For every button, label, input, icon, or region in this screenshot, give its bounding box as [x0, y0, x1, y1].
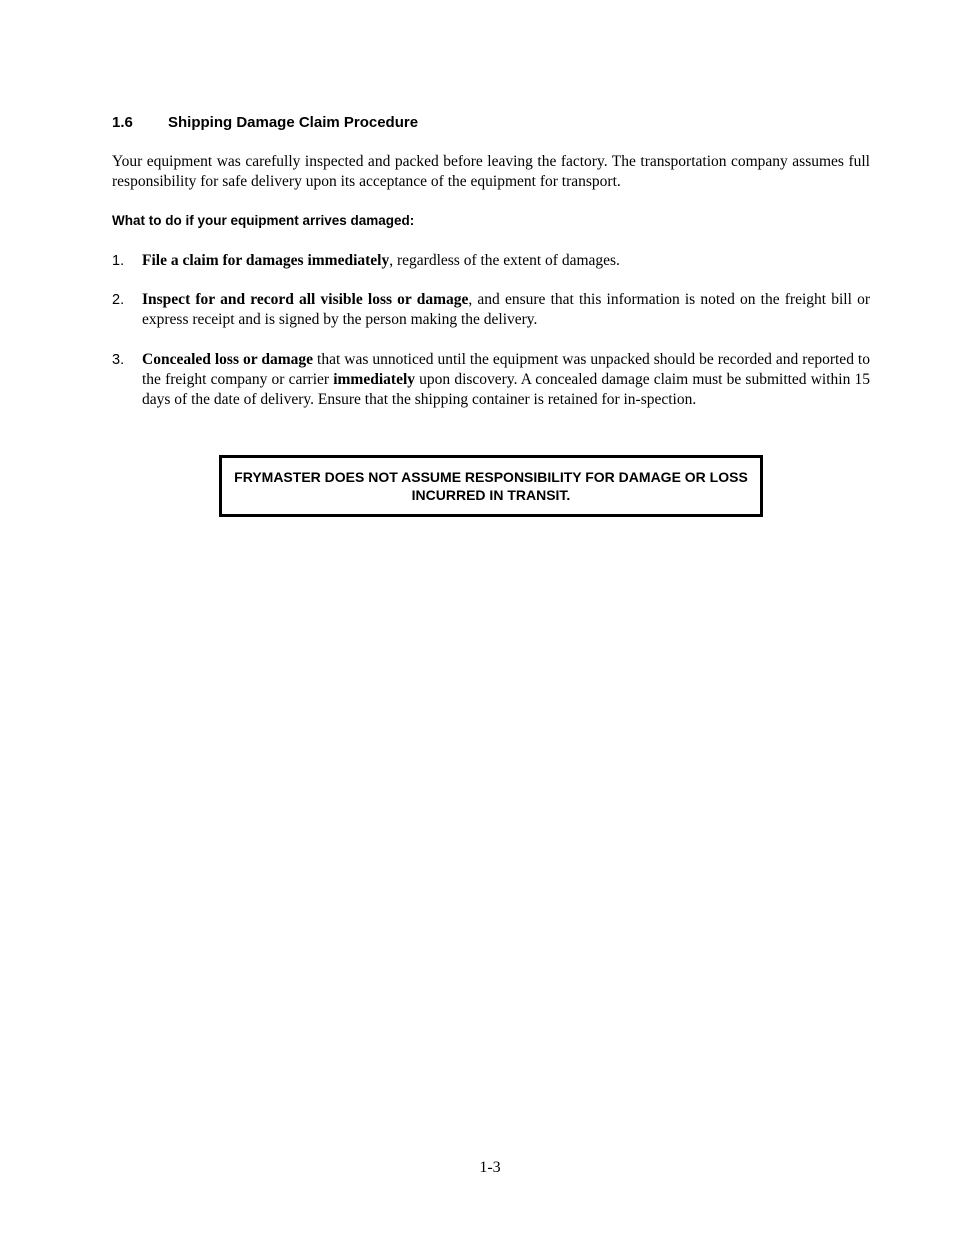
- list-item: [112, 251, 870, 271]
- notice-box: [219, 455, 763, 517]
- list-item-text: [142, 251, 870, 271]
- list-item-emphasis: File a claim for damages immediately: [142, 252, 390, 269]
- list-item-number: 1.: [112, 253, 125, 269]
- list-item-body: , and ensure that this information is noted on the freight bill or express receipt and is signed by the person making the delivery.: [142, 291, 870, 328]
- list-item-text: [142, 290, 870, 330]
- page-number: 1-3: [479, 1159, 501, 1176]
- list-item-text: [142, 350, 870, 410]
- list-item: [112, 290, 870, 330]
- subheading: What to do if your equipment arrives damaged:: [112, 213, 415, 228]
- list-item-emphasis: immediately: [333, 371, 416, 388]
- section-title: Shipping Damage Claim Procedure: [168, 114, 419, 131]
- notice-text: FRYMASTER DOES NOT ASSUME RESPONSIBILITY FOR DAMAGE OR LOSS INCURRED IN TRANSIT.: [234, 469, 748, 503]
- list-item-emphasis: Inspect for and record all visible loss or damage: [142, 291, 469, 308]
- list-item-body: that was unnoticed until the equipment was unpacked should be recorded and reported to the freight company or carrier: [142, 351, 870, 388]
- intro-paragraph: Your equipment was carefully inspected and packed before leaving the factory. The transportation company assumes full responsibility for safe delivery upon its acceptance of the equipment for transport.: [112, 153, 870, 190]
- list-item: [112, 350, 870, 410]
- list-item-number: 3.: [112, 352, 125, 368]
- section-heading: [112, 113, 418, 133]
- list-item-emphasis: Concealed loss or damage: [142, 351, 314, 368]
- list-item-number: 2.: [112, 292, 125, 308]
- list-item-body: upon discovery. A concealed damage claim must be submitted within 15 days of the date of delivery. Ensure that the shipping container is retained for in-spection.: [142, 371, 870, 408]
- list-item-body: , regardless of the extent of damages.: [389, 252, 620, 269]
- section-number: 1.6: [112, 114, 133, 131]
